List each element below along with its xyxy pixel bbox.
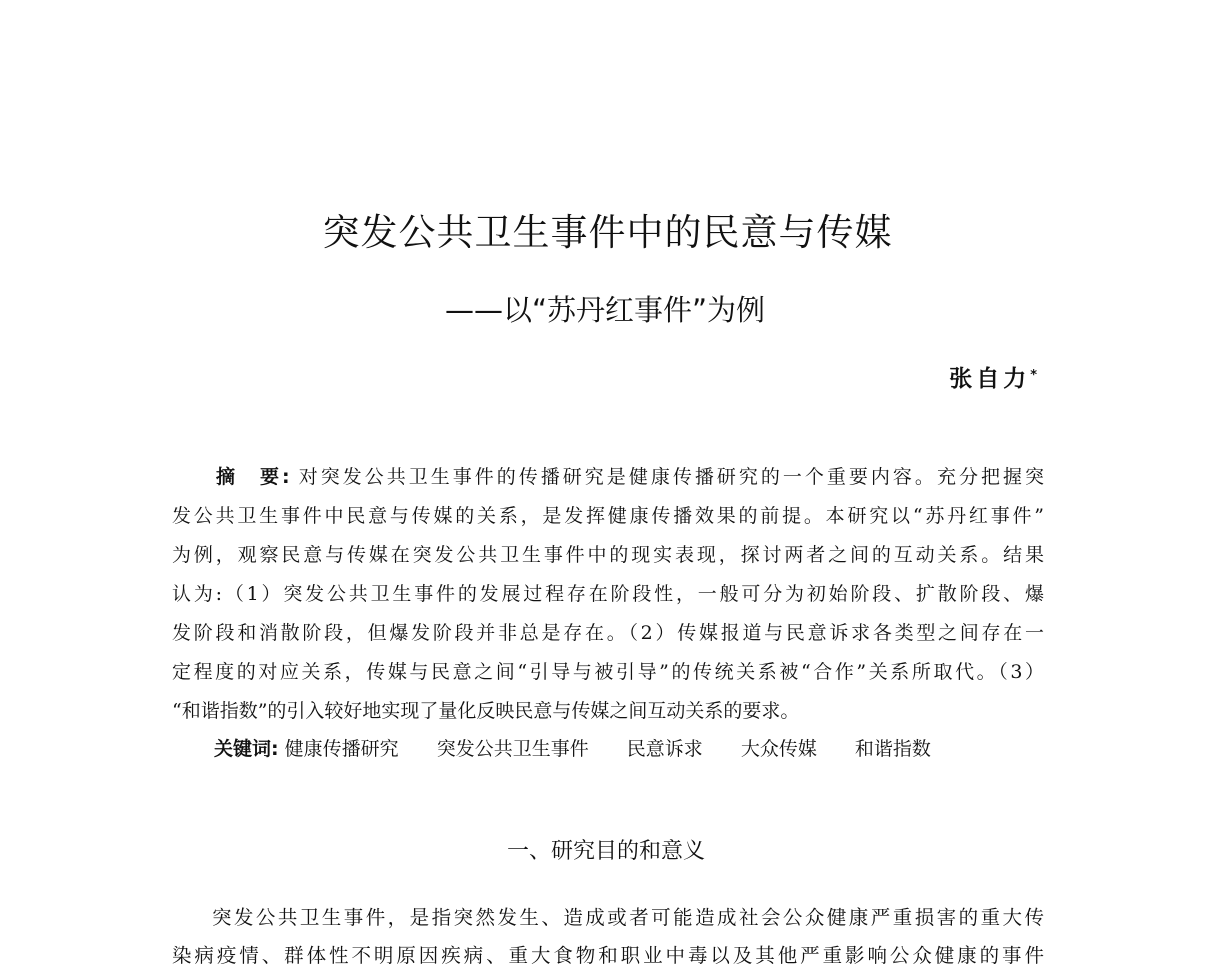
author-name: 张自力 <box>949 366 1031 392</box>
abstract <box>172 458 1044 731</box>
abstract-line <box>172 458 1044 497</box>
author-line <box>949 362 1037 396</box>
abstract-label: 摘 要: <box>216 466 290 488</box>
abstract-text: 对突发公共卫生事件的传播研究是健康传播研究的一个重要内容。充分把握突 <box>298 466 1044 488</box>
abstract-line: 发公共卫生事件中民意与传媒的关系，是发挥健康传播效果的前提。本研究以“苏丹红事件” <box>172 505 1044 527</box>
section-heading: 一、研究目的和意义 <box>506 839 705 864</box>
paper-title: 突发公共卫生事件中的民意与传媒 <box>322 211 893 254</box>
keywords-label: 关键词: <box>214 738 279 760</box>
keyword: 民意诉求 <box>626 738 703 760</box>
abstract-line: 认为:（1）突发公共卫生事件的发展过程存在阶段性，一般可分为初始阶段、扩散阶段、爆 <box>172 583 1044 605</box>
abstract-line: 定程度的对应关系，传媒与民意之间“引导与被引导”的传统关系被“合作”关系所取代。（3） <box>172 661 1044 683</box>
paper-subtitle: ——以“苏丹红事件”为例 <box>444 293 766 327</box>
keyword: 大众传媒 <box>740 738 817 760</box>
author-footnote-mark[interactable]: * <box>1030 368 1037 383</box>
abstract-line: “和谐指数”的引入较好地实现了量化反映民意与传媒之间互动关系的要求。 <box>172 700 800 722</box>
keywords <box>214 731 963 767</box>
keyword: 突发公共卫生事件 <box>436 738 589 760</box>
body-line: 突发公共卫生事件，是指突然发生、造成或者可能造成社会公众健康严重损害的重大传 <box>212 906 1044 929</box>
keyword: 和谐指数 <box>854 738 931 760</box>
abstract-line: 发阶段和消散阶段，但爆发阶段并非总是存在。（2）传媒报道与民意诉求各类型之间存在一 <box>172 622 1044 644</box>
body-line: 染病疫情、群体性不明原因疾病、重大食物和职业中毒以及其他严重影响公众健康的事件 <box>172 944 1044 967</box>
keyword: 健康传播研究 <box>284 738 399 760</box>
body-paragraph <box>172 899 1044 975</box>
abstract-line: 为例，观察民意与传媒在突发公共卫生事件中的现实表现，探讨两者之间的互动关系。结果 <box>172 544 1044 566</box>
